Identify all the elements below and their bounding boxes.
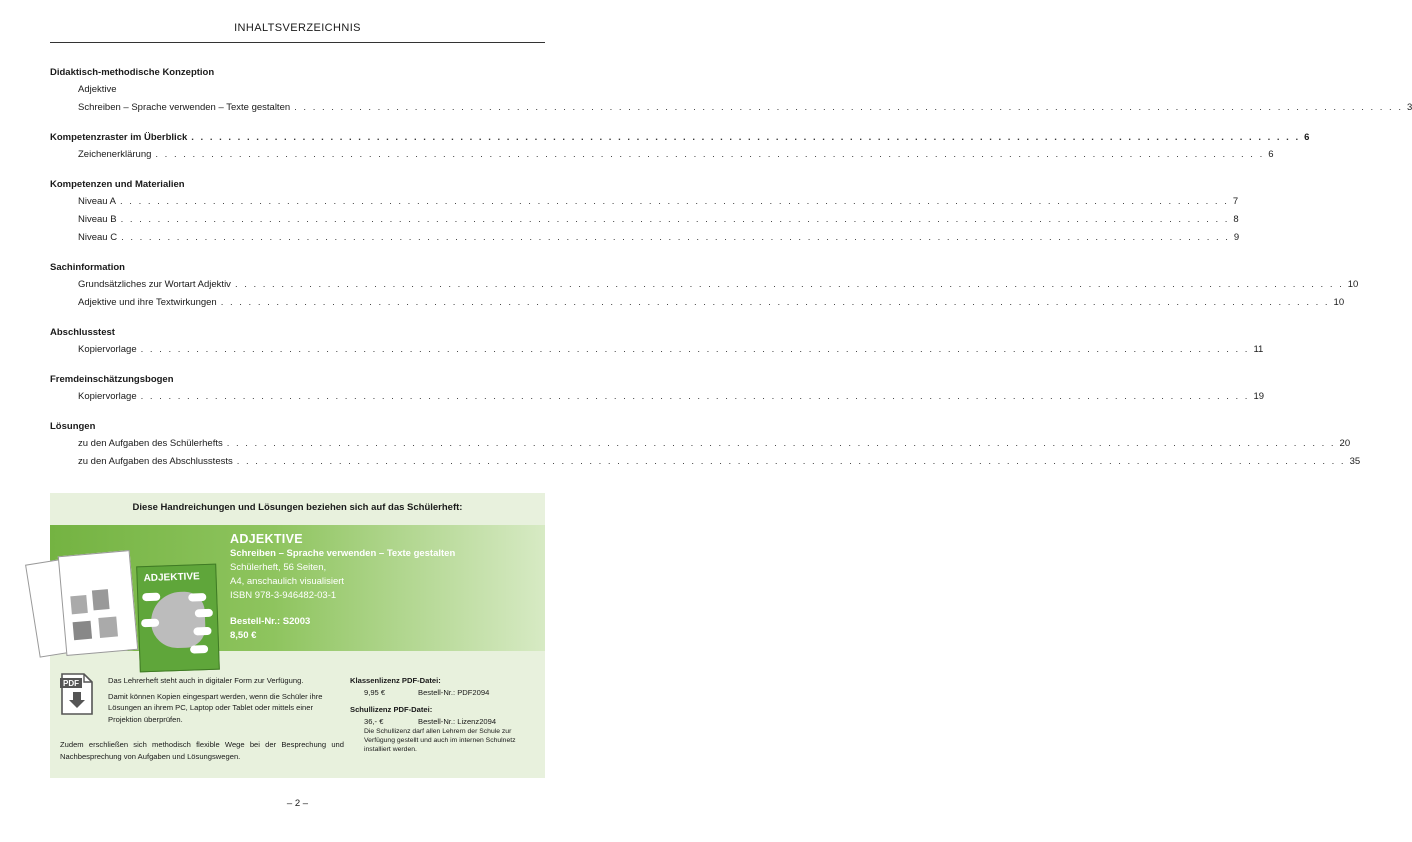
toc-entry[interactable]: Grundsätzliches zur Wortart Adjektiv . . . . . . . . . . . . . . . . . . . . . . . . . . . . . . . . . . . . . . . . . . . . . . . . . . . . . . . . . . . . . . . . . . . . . . . . . . . . . . . . . . . . . . . . . . . . . . . . . . . . . . . . . . . . . . . . . . . . . . . . 10	[50, 276, 362, 294]
header-divider	[50, 42, 545, 43]
class-license-price: 9,95 €	[364, 687, 386, 697]
toc-entry[interactable]: Kopiervorlage . . . . . . . . . . . . . . . . . . . . . . . . . . . . . . . . . . . . . . . . . . . . . . . . . . . . . . . . . . . . . . . . . . . . . . . . . . . . . . . . . . . . . . . . . . . . . . . . . . . . . . . . . . . . . . . . . . . . . . . . 11	[50, 341, 362, 359]
page-number: – 2 –	[286, 798, 309, 809]
toc-entry[interactable]: Niveau B . . . . . . . . . . . . . . . . . . . . . . . . . . . . . . . . . . . . . . . . . . . . . . . . . . . . . . . . . . . . . . . . . . . . . . . . . . . . . . . . . . . . . . . . . . . . . . . . . . . . . . . . . . . . . . . . . . . . . . . . 8	[50, 211, 362, 229]
toc-section	[50, 64, 1412, 117]
product-details: A4, anschaulich visualisiert	[230, 576, 345, 587]
toc-section	[50, 176, 1240, 247]
toc-page-number: 10	[1347, 279, 1359, 290]
toc-page-number: 10	[1333, 297, 1345, 308]
toc-entry[interactable]: Zeichenerklärung . . . . . . . . . . . . . . . . . . . . . . . . . . . . . . . . . . . . . . . . . . . . . . . . . . . . . . . . . . . . . . . . . . . . . . . . . . . . . . . . . . . . . . . . . . . . . . . . . . . . . . . . . . . . . . . . . . . . . . . . 6	[50, 146, 362, 164]
product-order-number: Bestell-Nr.: S2003	[230, 616, 311, 627]
pdf-icon-label: PDF	[63, 679, 79, 688]
toc-page-number: 35	[1349, 456, 1361, 467]
info-text: Damit können Kopien eingespart werden, wenn die Schüler ihre Lösungen an ihrem PC, Laptop oder Tablet oder mittels einer Projektion überprüfen.	[108, 691, 323, 724]
booklet-page-image	[58, 550, 138, 656]
product-details: Schülerheft, 56 Seiten,	[230, 562, 327, 573]
toc-entry[interactable]: Adjektive	[78, 84, 117, 95]
box-title: Diese Handreichungen und Lösungen beziehen sich auf das Schülerheft:	[132, 502, 463, 513]
pdf-download-icon	[60, 673, 94, 715]
toc-section-title[interactable]: Kompetenzraster im Überblick . . . . . . . . . . . . . . . . . . . . . . . . . . . . . . . . . . . . . . . . . . . . . . . . . . . . . . . . . . . . . . . . . . . . . . . . . . . . . . . . . . . . . . . . . . . . . . . . . . . . . . . . . . . . . . . . . . . . . . . . 6	[50, 129, 362, 146]
toc-section	[50, 259, 1359, 312]
school-license-order: Bestell-Nr.: Lizenz2094	[418, 716, 497, 726]
info-text: Zudem erschließen sich methodisch flexible Wege bei der Besprechung und Nachbesprechung von Aufgaben und Lösungswegen.	[60, 740, 344, 761]
toc-section	[50, 418, 1361, 471]
school-license-title: Schullizenz PDF-Datei:	[350, 705, 433, 714]
toc-section-title[interactable]: Fremdeinschätzungsbogen	[50, 374, 174, 385]
digital-version-info	[108, 675, 344, 729]
product-price: 8,50 €	[230, 630, 257, 641]
product-isbn: ISBN 978-3-946482-03-1	[230, 590, 337, 601]
toc-entry[interactable]: Kopiervorlage . . . . . . . . . . . . . . . . . . . . . . . . . . . . . . . . . . . . . . . . . . . . . . . . . . . . . . . . . . . . . . . . . . . . . . . . . . . . . . . . . . . . . . . . . . . . . . . . . . . . . . . . . . . . . . . . . . . . . . . . 19	[50, 388, 362, 406]
toc-entry[interactable]: Niveau A . . . . . . . . . . . . . . . . . . . . . . . . . . . . . . . . . . . . . . . . . . . . . . . . . . . . . . . . . . . . . . . . . . . . . . . . . . . . . . . . . . . . . . . . . . . . . . . . . . . . . . . . . . . . . . . . . . . . . . . . 7	[50, 193, 362, 211]
school-license-price: 36,- €	[364, 716, 384, 726]
toc-page-number: 19	[1253, 391, 1265, 402]
cover-title: ADJEKTIVE	[143, 571, 200, 585]
class-license-order: Bestell-Nr.: PDF2094	[418, 687, 490, 697]
table-of-contents	[50, 64, 1412, 483]
toc-section-title[interactable]: Kompetenzen und Materialien	[50, 179, 185, 190]
toc-section-title[interactable]: Didaktisch-methodische Konzeption	[50, 67, 215, 78]
product-info	[230, 531, 455, 643]
school-license-note: Die Schullizenz darf allen Lehrern der Schule zur Verfügung gestellt und auch im internen Schulnetz installiert werden.	[364, 728, 516, 753]
toc-page-number: 8	[1233, 214, 1239, 225]
toc-entry[interactable]: Niveau C . . . . . . . . . . . . . . . . . . . . . . . . . . . . . . . . . . . . . . . . . . . . . . . . . . . . . . . . . . . . . . . . . . . . . . . . . . . . . . . . . . . . . . . . . . . . . . . . . . . . . . . . . . . . . . . . . . . . . . . . 9	[50, 229, 362, 247]
toc-page-number: 11	[1253, 344, 1264, 355]
toc-page-number: 6	[1304, 132, 1310, 143]
toc-section-title[interactable]: Lösungen	[50, 421, 96, 432]
toc-entry[interactable]: zu den Aufgaben des Schülerhefts . . . . . . . . . . . . . . . . . . . . . . . . . . . . . . . . . . . . . . . . . . . . . . . . . . . . . . . . . . . . . . . . . . . . . . . . . . . . . . . . . . . . . . . . . . . . . . . . . . . . . . . . . . . . . . . . . . . . . . . . 20	[50, 435, 362, 453]
toc-page-number: 9	[1233, 232, 1240, 243]
license-info	[350, 675, 540, 754]
product-title: ADJEKTIVE	[230, 532, 303, 546]
class-license-title: Klassenlizenz PDF-Datei:	[350, 676, 441, 685]
toc-entry[interactable]: zu den Aufgaben des Abschlusstests . . . . . . . . . . . . . . . . . . . . . . . . . . . . . . . . . . . . . . . . . . . . . . . . . . . . . . . . . . . . . . . . . . . . . . . . . . . . . . . . . . . . . . . . . . . . . . . . . . . . . . . . . . . . . . . . . . . . . . . . 35	[50, 453, 362, 471]
toc-section-title[interactable]: Sachinformation	[50, 262, 125, 273]
product-band	[50, 525, 545, 651]
toc-page-number: 3	[1406, 102, 1412, 113]
toc-section	[50, 324, 1264, 359]
toc-page-number: 7	[1232, 196, 1239, 207]
toc-page-number: 6	[1268, 149, 1274, 160]
toc-entry[interactable]: Schreiben – Sprache verwenden – Texte gestalten . . . . . . . . . . . . . . . . . . . . . . . . . . . . . . . . . . . . . . . . . . . . . . . . . . . . . . . . . . . . . . . . . . . . . . . . . . . . . . . . . . . . . . . . . . . . . . . . . . . . . . . . . . . . . . . . . . . . . . . . 3	[50, 99, 362, 117]
product-subtitle: Schreiben – Sprache verwenden – Texte gestalten	[230, 548, 456, 559]
page-header-title: INHALTSVERZEICHNIS	[234, 22, 361, 34]
info-text: Das Lehrerheft steht auch in digitaler Form zur Verfügung.	[108, 676, 304, 685]
toc-entry[interactable]: Adjektive und ihre Textwirkungen . . . . . . . . . . . . . . . . . . . . . . . . . . . . . . . . . . . . . . . . . . . . . . . . . . . . . . . . . . . . . . . . . . . . . . . . . . . . . . . . . . . . . . . . . . . . . . . . . . . . . . . . . . . . . . . . . . . . . . . . 10	[50, 294, 362, 312]
toc-section	[50, 129, 1310, 164]
toc-page-number: 20	[1339, 438, 1351, 449]
toc-section-title[interactable]: Abschlusstest	[50, 327, 115, 338]
booklet-cover-image	[136, 564, 220, 673]
student-booklet-box	[50, 493, 545, 778]
toc-section	[50, 371, 1265, 406]
